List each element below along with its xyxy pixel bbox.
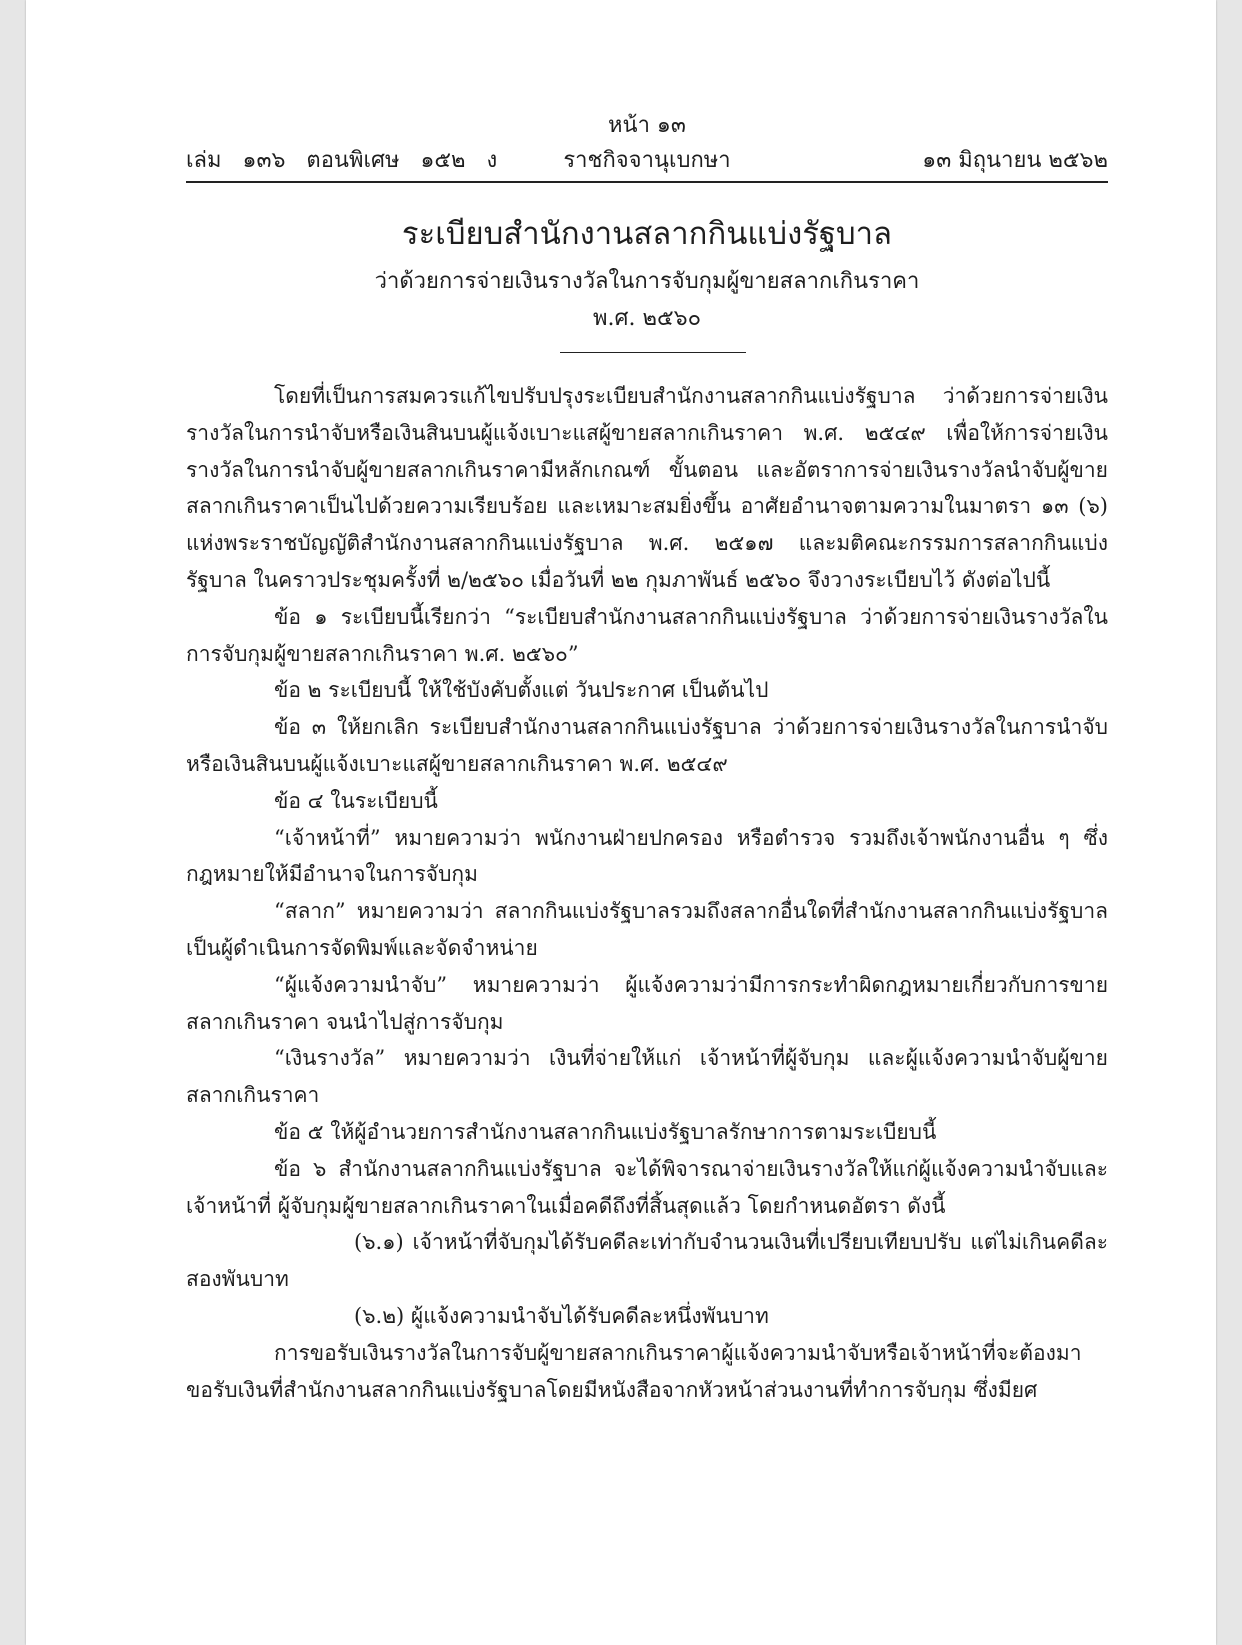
- publication-date: ๑๓ มิถุนายน ๒๕๖๒: [922, 148, 1108, 173]
- document-body: [186, 378, 1108, 1408]
- paragraph: ข้อ ๖ สำนักงานสลากกินแบ่งรัฐบาล จะได้พิจารณาจ่ายเงินรางวัลให้แก่ผู้แจ้งความนำจับและเจ้าหน้าที่ ผู้จับกุมผู้ขายสลากเกินราคาในเมื่อคดีถึงที่สิ้นสุดแล้ว โดยกำหนดอัตรา ดังนี้: [186, 1156, 1108, 1218]
- page-number: หน้า ๑๓: [608, 113, 686, 138]
- document-subtitle: ว่าด้วยการจ่ายเงินรางวัลในการจับกุมผู้ขายสลากเกินราคา: [374, 269, 920, 294]
- paragraph: (๖.๑) เจ้าหน้าที่จับกุมได้รับคดีละเท่ากับจำนวนเงินที่เปรียบเทียบปรับ แต่ไม่เกินคดีละสองพันบาท: [186, 1230, 1108, 1292]
- paragraph: ข้อ ๕ ให้ผู้อำนวยการสำนักงานสลากกินแบ่งรัฐบาลรักษาการตามระเบียบนี้: [274, 1119, 937, 1144]
- paragraph: “เงินรางวัล” หมายความว่า เงินที่จ่ายให้แก่ เจ้าหน้าที่ผู้จับกุม และผู้แจ้งความนำจับผู้ขายสลากเกินราคา: [186, 1046, 1108, 1108]
- paragraph: ข้อ ๔ ในระเบียบนี้: [274, 788, 438, 813]
- gazette-name: ราชกิจจานุเบกษา: [563, 148, 731, 173]
- paragraph: โดยที่เป็นการสมควรแก้ไขปรับปรุงระเบียบสำนักงานสลากกินแบ่งรัฐบาล ว่าด้วยการจ่ายเงินรางวัลในการนำจับหรือเงินสินบนผู้แจ้งเบาะแสผู้ขายสลากเกินราคา พ.ศ. ๒๕๔๙ เพื่อให้การจ่ายเงินรางวัลในการนำจับผู้ขายสลากเกินราคามีหลักเกณฑ์ ขั้นตอน และอัตราการจ่ายเงินรางวัลนำจับผู้ขายสลากเกินราคาเป็นไปด้วยความเรียบร้อย และเหมาะสมยิ่งขึ้น อาศัยอำนาจตามความในมาตรา ๑๓ (๖) แห่งพระราชบัญญัติสำนักงานสลากกินแบ่งรัฐบาล พ.ศ. ๒๕๑๗ และมติคณะกรรมการสลากกินแบ่งรัฐบาล ในคราวประชุมครั้งที่ ๒/๒๕๖๐ เมื่อวันที่ ๒๒ กุมภาพันธ์ ๒๕๖๐ จึงวางระเบียบไว้ ดังต่อไปนี้: [186, 384, 1108, 592]
- document-title: ระเบียบสำนักงานสลากกินแบ่งรัฐบาล: [401, 216, 893, 252]
- paragraph: การขอรับเงินรางวัลในการจับผู้ขายสลากเกินราคาผู้แจ้งความนำจับหรือเจ้าหน้าที่จะต้องมาขอรับเงินที่สำนักงานสลากกินแบ่งรัฐบาลโดยมีหนังสือจากหัวหน้าส่วนงานที่ทำการจับกุม ซึ่งมียศ: [186, 1340, 1082, 1402]
- paragraph: “เจ้าหน้าที่” หมายความว่า พนักงานฝ่ายปกครอง หรือตำรวจ รวมถึงเจ้าพนักงานอื่น ๆ ซึ่งกฎหมายให้มีอำนาจในการจับกุม: [186, 825, 1108, 887]
- paragraph: (๖.๒) ผู้แจ้งความนำจับได้รับคดีละหนึ่งพันบาท: [354, 1303, 769, 1328]
- title-divider: [560, 352, 746, 353]
- gazette-header: [186, 145, 1108, 179]
- paragraph: ข้อ ๑ ระเบียบนี้เรียกว่า “ระเบียบสำนักงานสลากกินแบ่งรัฐบาล ว่าด้วยการจ่ายเงินรางวัลในการจับกุมผู้ขายสลากเกินราคา พ.ศ. ๒๕๖๐”: [186, 604, 1108, 666]
- header-divider: [186, 181, 1108, 183]
- paragraph: “ผู้แจ้งความนำจับ” หมายความว่า ผู้แจ้งความว่ามีการกระทำผิดกฎหมายเกี่ยวกับการขายสลากเกินราคา จนนำไปสู่การจับกุม: [186, 972, 1108, 1034]
- document-year: พ.ศ. ๒๕๖๐: [593, 306, 701, 331]
- paragraph: ข้อ ๓ ให้ยกเลิก ระเบียบสำนักงานสลากกินแบ่งรัฐบาล ว่าด้วยการจ่ายเงินรางวัลในการนำจับหรือเงินสินบนผู้แจ้งเบาะแสผู้ขายสลากเกินราคา พ.ศ. ๒๕๔๙: [186, 715, 1108, 776]
- paragraph: “สลาก” หมายความว่า สลากกินแบ่งรัฐบาลรวมถึงสลากอื่นใดที่สำนักงานสลากกินแบ่งรัฐบาลเป็นผู้ดำเนินการจัดพิมพ์และจัดจำหน่าย: [186, 899, 1108, 960]
- paragraph: ข้อ ๒ ระเบียบนี้ ให้ใช้บังคับตั้งแต่ วันประกาศ เป็นต้นไป: [274, 678, 769, 703]
- document-page: [26, 0, 1216, 1645]
- volume-info: เล่ม ๑๓๖ ตอนพิเศษ ๑๕๒ ง: [186, 148, 498, 173]
